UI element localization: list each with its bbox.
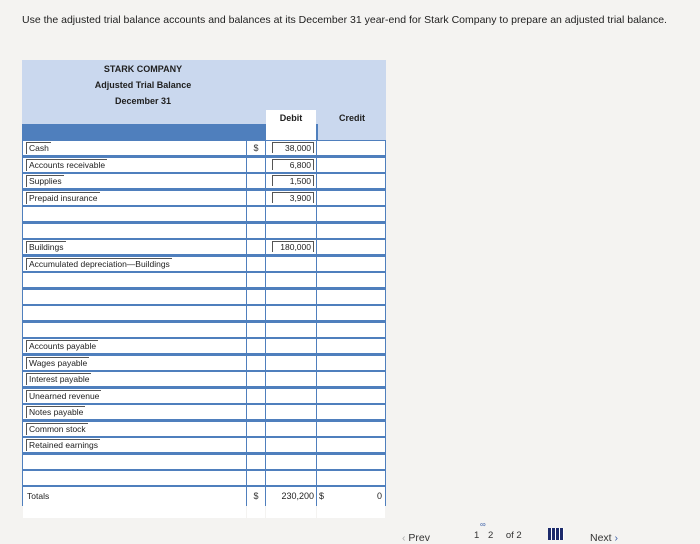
debit-input[interactable]	[272, 505, 314, 516]
credit-input[interactable]	[323, 142, 383, 153]
statement-title: Adjusted Trial Balance	[94, 80, 192, 90]
debit-input[interactable]	[272, 208, 314, 219]
debit-input[interactable]	[272, 423, 314, 434]
account-name-input[interactable]	[26, 324, 245, 335]
account-name-input[interactable]: Accounts payable	[26, 340, 98, 352]
account-name-input[interactable]: Notes payable	[26, 406, 85, 418]
debit-input[interactable]	[272, 357, 314, 368]
account-name-input[interactable]	[26, 307, 245, 318]
link-icon: ∞	[480, 520, 486, 529]
credit-input[interactable]	[323, 208, 383, 219]
account-name-input[interactable]: Interest payable	[26, 373, 91, 385]
credit-input[interactable]	[323, 324, 383, 335]
credit-input[interactable]	[323, 390, 383, 401]
account-name-input[interactable]	[26, 274, 245, 285]
credit-input[interactable]	[323, 472, 383, 483]
account-name-input[interactable]	[26, 291, 245, 302]
credit-input[interactable]	[323, 340, 383, 351]
debit-input[interactable]: 1,500	[272, 175, 314, 186]
chevron-right-icon: ›	[611, 532, 619, 544]
account-name-input[interactable]: Cash	[26, 142, 51, 154]
table-row	[22, 470, 386, 485]
table-row	[22, 371, 386, 386]
credit-input[interactable]	[323, 406, 383, 417]
account-name-input[interactable]: Retained earnings	[26, 439, 100, 451]
credit-input[interactable]	[323, 456, 383, 467]
table-row	[22, 454, 386, 469]
account-name-input[interactable]	[26, 456, 245, 467]
table-row	[22, 421, 386, 436]
company-name: STARK COMPANY	[103, 64, 183, 74]
pagination	[474, 520, 522, 541]
credit-input[interactable]	[323, 373, 383, 384]
instructions-text: Use the adjusted trial balance accounts and balances at its December 31 year-end for Stark Company to prepare an adjusted trial balance.	[22, 14, 667, 26]
account-name-input[interactable]: Wages payable	[26, 357, 89, 369]
table-row	[22, 223, 386, 238]
account-name-input[interactable]	[26, 208, 245, 219]
account-name-input[interactable]: Unearned revenue	[26, 390, 101, 402]
page-1-button[interactable]: 1	[474, 530, 480, 541]
credit-input[interactable]	[323, 241, 383, 252]
prev-button[interactable]: ‹ Prev	[402, 532, 431, 544]
debit-input[interactable]	[272, 340, 314, 351]
debit-input[interactable]: 38,000	[272, 142, 314, 153]
account-name-input[interactable]: Supplies	[26, 175, 64, 187]
table-row	[22, 338, 386, 353]
statement-date: December 31	[114, 96, 172, 106]
debit-input[interactable]	[272, 225, 314, 236]
debit-input[interactable]	[272, 307, 314, 318]
credit-input[interactable]	[323, 439, 383, 450]
adjusted-trial-balance-table	[22, 60, 386, 506]
account-name-input[interactable]: Common stock	[26, 423, 88, 435]
table-row	[22, 272, 386, 287]
credit-input[interactable]	[323, 307, 383, 318]
credit-input[interactable]	[323, 291, 383, 302]
account-name-input[interactable]	[26, 472, 245, 483]
table-row	[22, 404, 386, 419]
totals-label: Totals	[27, 491, 50, 501]
table-row	[22, 190, 386, 205]
debit-column-header: Debit	[266, 110, 316, 140]
page-2-button[interactable]: 2	[487, 530, 494, 541]
page-of-total: of 2	[505, 530, 522, 541]
credit-input[interactable]	[323, 175, 383, 186]
debit-input[interactable]: 6,800	[272, 159, 314, 170]
debit-input[interactable]	[272, 373, 314, 384]
totals-credit-value: 0	[376, 491, 382, 501]
table-row	[22, 239, 386, 254]
credit-input[interactable]	[323, 159, 383, 170]
debit-input[interactable]	[272, 291, 314, 302]
debit-input[interactable]: 3,900	[272, 192, 314, 203]
table-row	[22, 289, 386, 304]
account-name-input[interactable]: Buildings	[26, 241, 66, 253]
account-name-input[interactable]: Accounts receivable	[26, 159, 107, 171]
credit-input[interactable]	[323, 505, 383, 516]
debit-input[interactable]	[272, 324, 314, 335]
credit-input[interactable]	[323, 258, 383, 269]
table-row	[22, 157, 386, 172]
table-row	[22, 388, 386, 403]
account-name-input[interactable]	[26, 225, 245, 236]
account-name-input[interactable]: Prepaid insurance	[26, 192, 100, 204]
debit-input[interactable]	[272, 390, 314, 401]
table-row	[22, 206, 386, 221]
next-button[interactable]: Next ›	[590, 532, 619, 544]
debit-input[interactable]	[272, 258, 314, 269]
debit-input[interactable]	[272, 439, 314, 450]
account-name-input[interactable]	[26, 505, 245, 516]
totals-debit-dollar: $	[247, 487, 265, 505]
totals-debit-value: 230,200	[281, 491, 314, 501]
table-row	[22, 355, 386, 370]
credit-input[interactable]	[323, 357, 383, 368]
table-row	[22, 140, 386, 155]
debit-dollar-sign: $	[247, 141, 265, 155]
account-name-input[interactable]: Accumulated depreciation—Buildings	[26, 258, 172, 270]
debit-input[interactable]	[272, 456, 314, 467]
totals-credit-dollar: $	[319, 491, 325, 501]
chevron-left-icon: ‹	[402, 532, 409, 544]
table-row	[22, 256, 386, 271]
table-row	[22, 437, 386, 452]
debit-input[interactable]	[272, 472, 314, 483]
grid-view-icon[interactable]	[548, 528, 564, 540]
table-row	[22, 322, 386, 337]
credit-input[interactable]	[323, 274, 383, 285]
credit-input[interactable]	[323, 423, 383, 434]
debit-input[interactable]	[272, 406, 314, 417]
debit-input[interactable]: 180,000	[272, 241, 314, 252]
totals-row	[22, 486, 386, 506]
table-row	[22, 305, 386, 320]
table-row	[22, 173, 386, 188]
credit-input[interactable]	[323, 192, 383, 203]
credit-column-header: Credit	[318, 108, 386, 140]
debit-input[interactable]	[272, 274, 314, 285]
credit-input[interactable]	[323, 225, 383, 236]
